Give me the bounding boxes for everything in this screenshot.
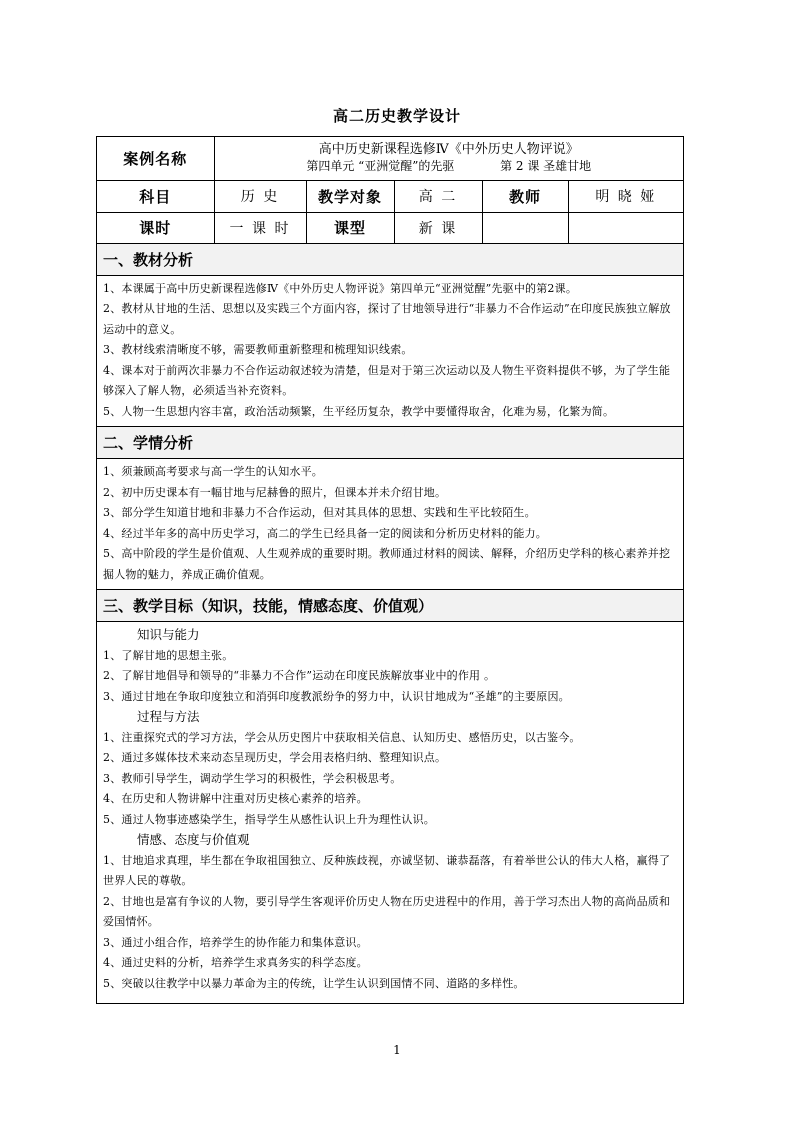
list-item: 2、教材从甘地的生活、思想以及实践三个方面内容，探讨了甘地领导进行“非暴力不合作运动”在印度民族独立解放运动中的意义。	[103, 302, 671, 336]
course-name: 高中历史新课程选修Ⅳ《中外历史人物评说》	[318, 142, 579, 158]
list-item: 5、人物一生思想内容丰富，政治活动频繁，生平经历复杂，教学中要懂得取舍，化难为易，化繁为简。	[103, 404, 615, 418]
section-body-goals	[97, 622, 683, 999]
lesson-name: 第 2 课 圣雄甘地	[500, 159, 592, 174]
list-item: 3、通过小组合作，培养学生的协作能力和集体意识。	[103, 935, 368, 949]
subheading-knowledge: 知识与能力	[137, 627, 200, 642]
list-item: 4、在历史和人物讲解中注重对历史核心素养的培养。	[103, 792, 368, 805]
list-item: 4、通过史料的分析，培养学生求真务实的科学态度。	[103, 956, 368, 969]
unit-name: 第四单元 “亚洲觉醒”的先驱	[306, 159, 455, 174]
list-item: 4、经过半年多的高中历史学习，高二的学生已经具备一定的阅读和分析历史材料的能力。	[103, 526, 547, 540]
list-item: 3、教师引导学生，调动学生学习的积极性，学会积极思考。	[103, 771, 402, 785]
type-label: 课型	[306, 212, 394, 243]
teacher-label: 教师	[482, 180, 568, 212]
section-body-students	[97, 459, 683, 590]
list-item: 3、部分学生知道甘地和非暴力不合作运动，但对其具体的思想、实践和生平比较陌生。	[103, 506, 536, 519]
period-label: 课时	[97, 212, 214, 243]
subheading-process: 过程与方法	[137, 709, 200, 724]
case-name-label: 案例名称	[97, 137, 214, 180]
section-heading-textbook: 一、教材分析	[97, 243, 683, 275]
header-grid	[97, 137, 683, 998]
list-item: 1、了解甘地的思想主张。	[103, 648, 234, 662]
teacher-value: 明 晓 娅	[568, 180, 683, 212]
list-item: 1、本课属于高中历史新课程选修Ⅳ《中外历史人物评说》第四单元“亚洲觉醒”先驱中的第2课。	[103, 281, 578, 295]
section-heading-goals: 三、教学目标（知识，技能，情感态度、价值观）	[97, 590, 683, 622]
list-item: 3、通过甘地在争取印度独立和消弭印度教派纷争的努力中，认识甘地成为“圣雄”的主要原因。	[103, 689, 570, 703]
subject-value: 历 史	[214, 180, 306, 212]
list-item: 2、甘地也是富有争议的人物，要引导学生客观评价历史人物在历史进程中的作用，善于学习杰出人物的高尚品质和爱国情怀。	[103, 894, 671, 928]
type-value: 新 课	[394, 212, 482, 243]
audience-value: 高 二	[394, 180, 482, 212]
document-title: 高二历史教学设计	[332, 107, 461, 125]
section-body-textbook	[97, 275, 683, 427]
case-name-value	[214, 137, 683, 180]
page-number: 1	[393, 1043, 401, 1057]
lesson-plan-table	[96, 136, 684, 1004]
list-item: 5、突破以往教学中以暴力革命为主的传统，让学生认识到国情不同、道路的多样性。	[103, 976, 525, 990]
empty-cell	[568, 212, 683, 243]
audience-label: 教学对象	[306, 180, 394, 212]
subheading-values: 情感、态度与价值观	[137, 832, 250, 847]
list-item: 2、了解甘地倡导和领导的“非暴力不合作”运动在印度民族解放事业中的作用 。	[103, 669, 496, 682]
list-item: 5、通过人物事迹感染学生，指导学生从感性认识上升为理性认识。	[103, 812, 435, 826]
list-item: 3、教材线索清晰度不够，需要教师重新整理和梳理知识线索。	[103, 343, 413, 356]
empty-cell	[482, 212, 568, 243]
subject-label: 科目	[97, 180, 214, 212]
list-item: 5、高中阶段的学生是价值观、人生观养成的重要时期。教师通过材料的阅读、解释，介绍历史学科的核心素养并挖掘人物的魅力，养成正确价值观。	[103, 547, 671, 581]
list-item: 2、初中历史课本有一幅甘地与尼赫鲁的照片，但课本并未介绍甘地。	[103, 485, 447, 499]
list-item: 1、甘地追求真理，毕生都在争取祖国独立、反种族歧视，亦诚坚韧、谦恭磊落，有着举世公认的伟大人格，赢得了世界人民的尊敬。	[103, 853, 671, 887]
list-item: 1、注重探究式的学习方法，学会从历史图片中获取相关信息、认知历史、感悟历史，以古鉴今。	[103, 730, 581, 744]
lesson-info	[215, 158, 684, 175]
section-heading-students: 二、学情分析	[97, 427, 683, 459]
list-item: 2、通过多媒体技术来动态呈现历史，学会用表格归纳、整理知识点。	[103, 751, 447, 764]
list-item: 1、须兼顾高考要求与高一学生的认知水平。	[103, 465, 323, 478]
period-value: 一 课 时	[214, 212, 306, 243]
list-item: 4、课本对于前两次非暴力不合作运动叙述较为清楚，但是对于第三次运动以及人物生平资料提供不够，为了学生能够深入了解人物，必须适当补充资料。	[103, 363, 671, 397]
